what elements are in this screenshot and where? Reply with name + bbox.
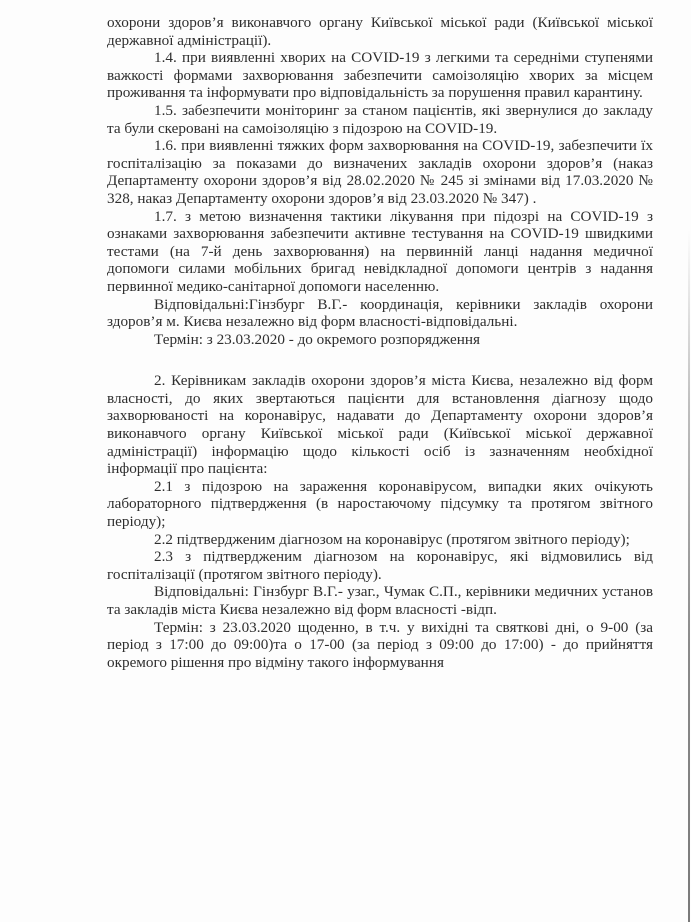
paragraph-1-5: 1.5. забезпечити моніторинг за станом пацієнтів, які звернулися до закладу та були скеровані на самоізоляцію з підозрою на COVID-19.	[107, 101, 653, 137]
paragraph-term-1: Термін: з 23.03.2020 - до окремого розпорядження	[154, 330, 480, 348]
paragraph-1-7: 1.7. з метою визначення тактики лікування при підозрі на COVID-19 з ознаками захворювання забезпечити активне тестування на COVID-19 швидкими тестами (на 7-й день захворювання) на первинній ланці надання медичної допомоги силами мобільних бригад невідкладної допомоги центрів з надання первинної медико-санітарної допомоги населенню.	[107, 207, 653, 295]
paragraph-2-1: 2.1 з підозрою на зараження коронавірусом, випадки яких очікують лабораторного підтвердження (в наростаючому підсумку та протягом звітного періоду);	[107, 477, 653, 531]
paragraph-2: 2. Керівникам закладів охорони здоров’я міста Києва, незалежно від форм власності, до яких звертаються пацієнти для встановлення діагнозу щодо захворюваності на коронавірус, надавати до Департаменту охорони здоров’я виконавчого органу Київської міської ради (Київської міської державної адміністрації) інформацію щодо кількості осіб із зазначенням необхідної інформації про пацієнта:	[107, 372, 653, 478]
paragraph-2-3: 2.3 з підтвердженим діагнозом на коронавірус, які відмовились від госпіталізації (протягом звітного періоду).	[107, 548, 653, 583]
scan-edge-line	[688, 230, 690, 922]
paragraph-continuation: охорони здоров’я виконавчого органу Київської міської ради (Київської міської державної адміністрації).	[107, 14, 653, 49]
section-gap	[107, 348, 653, 372]
paragraph-2-2: 2.2 підтвердженим діагнозом на коронавірус (протягом звітного періоду);	[154, 530, 630, 548]
paragraph-responsible-1: Відповідальні:Гінзбург В.Г.- координація, керівники закладів охорони здоров’я м. Києва незалежно від форм власності-відповідальні.	[107, 295, 653, 331]
document-body	[107, 14, 653, 671]
paragraph-responsible-2: Відповідальні: Гінзбург В.Г.- узаг., Чумак С.П., керівники медичних установ та закладів міста Києва незалежно від форм власності -відп.	[107, 583, 653, 618]
paragraph-1-6: 1.6. при виявленні тяжких форм захворювання на COVID-19, забезпечити їх госпіталізацію за показами до визначених закладів охорони здоров’я (наказ Департаменту охорони здоров’я від 28.02.2020 № 245 зі змінами від 17.03.2020 № 328, наказ Департаменту охорони здоров’я від 23.03.2020 № 347) .	[107, 137, 653, 207]
paragraph-1-4: 1.4. при виявленні хворих на COVID-19 з легкими та середніми ступенями важкості формами захворювання забезпечити самоізоляцію хворих за місцем проживання та інформувати про відповідальність за порушення правил карантину.	[107, 49, 653, 102]
paragraph-term-2: Термін: з 23.03.2020 щоденно, в т.ч. у вихідні та святкові дні, о 9-00 (за період з 17:00 до 09:00)та о 17-00 (за період з 09:00 до 17:00) - до прийняття окремого рішення про відміну такого інформування	[107, 618, 653, 671]
